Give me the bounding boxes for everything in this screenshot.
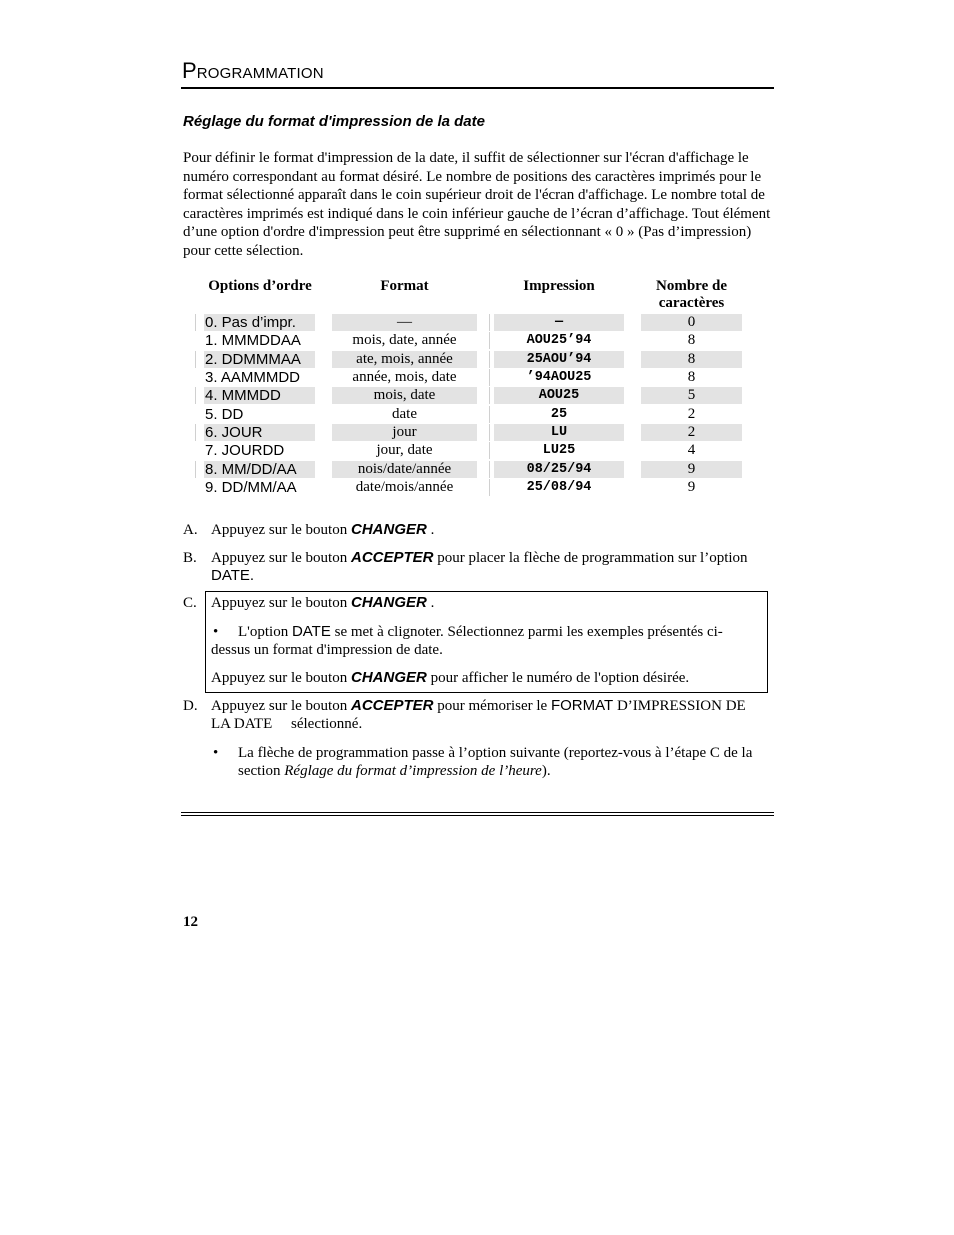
step-c-line3-pre: Appuyez sur le bouton: [211, 670, 351, 686]
step-d-bullet-line2: [238, 762, 778, 780]
cell-impression: 25/08/94: [526, 480, 592, 495]
cell-impression: 25: [550, 407, 568, 422]
accepter-button-label: ACCEPTER: [350, 697, 434, 714]
cell-format: date: [392, 406, 417, 422]
col-header-options: Options d’ordre: [208, 278, 312, 294]
column-divider: [489, 387, 490, 404]
cell-format: —: [332, 314, 477, 331]
cell-option: 2. DDMMMAA: [204, 351, 315, 368]
column-divider: [489, 479, 490, 496]
footer-rule-1: [181, 812, 774, 813]
cell-impression: ’94AOU25: [526, 370, 592, 385]
cell-format: jour, date: [376, 442, 433, 458]
column-divider: [489, 406, 490, 423]
column-divider: [489, 332, 490, 349]
col-header-count: [641, 278, 742, 312]
cell-format: jour: [332, 424, 477, 441]
cell-option: 7. JOURDD: [205, 442, 285, 459]
header-rest: ROGRAMMATION: [196, 65, 324, 82]
row-marker: [195, 387, 196, 404]
column-divider: [489, 442, 490, 459]
cell-count: 0: [641, 314, 742, 331]
cell-impression: —: [494, 314, 624, 331]
step-d-bullet-line2-italic: Réglage du format d’impression de l’heure: [284, 763, 542, 779]
step-b-post: pour placer la flèche de programmation sur l’option: [433, 550, 748, 566]
cell-format: nois/date/année: [332, 461, 477, 478]
col-header-count-line2: caractères: [658, 295, 725, 311]
header-rule: [181, 87, 774, 89]
running-header: [182, 58, 324, 84]
step-d-mid: pour mémoriser le: [433, 698, 551, 714]
step-b-option: DATE.: [211, 567, 255, 584]
cell-impression: 08/25/94: [494, 461, 624, 478]
cell-option: 1. MMMDDAA: [205, 332, 301, 349]
row-marker: [195, 314, 196, 331]
changer-button-label: CHANGER: [350, 594, 427, 611]
row-marker: [195, 351, 196, 368]
cell-impression: AOU25: [494, 387, 624, 404]
step-c-bullet-pre: L'option: [238, 624, 292, 640]
cell-impression: 25AOU’94: [494, 351, 624, 368]
column-divider: [489, 351, 490, 368]
step-a-post: .: [426, 522, 435, 538]
step-b-pre: Appuyez sur le bouton: [211, 550, 351, 566]
cell-format: ate, mois, année: [332, 351, 477, 368]
cell-count: 8: [641, 351, 742, 368]
col-header-impression: Impression: [523, 278, 595, 294]
step-d-post: D’IMPRESSION DE: [613, 698, 746, 714]
row-marker: [195, 424, 196, 441]
step-d-format-word: FORMAT: [550, 697, 614, 714]
col-header-format: Format: [380, 278, 429, 294]
cell-count: 2: [641, 424, 742, 441]
step-d-bullet-line2-pre: section: [238, 763, 285, 779]
step-b-letter: B.: [183, 550, 197, 566]
step-d-line1: [211, 697, 773, 715]
changer-button-label: CHANGER: [350, 669, 427, 686]
step-d-letter: D.: [183, 698, 198, 714]
intro-paragraph: Pour définir le format d'impression de la date, il suffit de sélectionner sur l'écran d'affichage le numéro correspondant au format désiré. Le nombre de positions des caractères imprimés pour le format sélectionné apparaît dans le coin supérieur droit de l'écran d'affichage. Le nombre total de caractères imprimés est indiqué dans le coin inférieur gauche de l’écran d’affichage. Tout élément d’une option d'ordre d'impression peut être supprimé en sélectionnant « 0 » (Pas d’impression) pour cette sélection.: [183, 150, 771, 259]
step-c-bullet-option: DATE: [291, 623, 331, 640]
cell-count: 9: [687, 479, 696, 495]
cell-option: 8. MM/DD/AA: [204, 461, 315, 478]
cell-count: 8: [687, 332, 696, 348]
step-c-line1-post: .: [426, 595, 435, 611]
step-c-line1-pre: Appuyez sur le bouton: [211, 595, 351, 611]
cell-impression: AOU25’94: [526, 333, 592, 348]
step-b-text: [211, 549, 773, 585]
column-divider: [489, 369, 490, 386]
bullet-icon: •: [213, 745, 219, 761]
column-divider: [489, 424, 490, 441]
cell-format: année, mois, date: [352, 369, 457, 385]
step-a-letter: A.: [183, 522, 198, 538]
cell-option: 3. AAMMMDD: [205, 369, 301, 386]
column-divider: [489, 461, 490, 478]
cell-option: 0. Pas d’impr.: [204, 314, 315, 331]
page-number: 12: [183, 914, 198, 930]
cell-count: 2: [687, 406, 696, 422]
row-marker: [195, 461, 196, 478]
step-c-letter: C.: [183, 595, 197, 611]
step-c-bullet-line2: dessus un format d'impression de date.: [211, 642, 443, 658]
step-a-pre: Appuyez sur le bouton: [211, 522, 351, 538]
cell-option: 4. MMMDD: [204, 387, 315, 404]
cell-option: 6. JOUR: [204, 424, 315, 441]
step-c-line1: [211, 594, 773, 612]
accepter-button-label: ACCEPTER: [350, 549, 434, 566]
step-c-bullet-post1: se met à clignoter. Sélectionnez parmi les exemples présentés ci-: [330, 624, 723, 640]
step-c-bullet-line1: [238, 623, 758, 641]
step-c-line3-post: pour afficher le numéro de l'option désirée.: [426, 670, 690, 686]
cell-count: 5: [641, 387, 742, 404]
bullet-icon: •: [213, 624, 219, 640]
cell-count: 8: [687, 369, 696, 385]
cell-format: mois, date, année: [352, 332, 457, 348]
cell-option: 9. DD/MM/AA: [205, 479, 297, 496]
column-divider: [489, 314, 490, 331]
step-d-pre: Appuyez sur le bouton: [211, 698, 351, 714]
cell-format: date/mois/année: [355, 479, 454, 495]
step-c-line3: [211, 669, 773, 687]
step-d-bullet-line1: La flèche de programmation passe à l’option suivante (reportez-vous à l’étape C de la: [238, 745, 753, 761]
cell-impression: LU: [494, 424, 624, 441]
changer-button-label: CHANGER: [350, 521, 427, 538]
col-header-count-line1: Nombre de: [656, 278, 727, 294]
cell-impression: LU25: [542, 443, 576, 458]
cell-count: 4: [687, 442, 696, 458]
step-d-line2: LA DATE sélectionné.: [211, 716, 363, 732]
step-a-text: [211, 521, 773, 539]
header-initial: P: [182, 58, 197, 83]
footer-rule-2: [181, 815, 774, 816]
step-d-bullet-line2-post: ).: [541, 763, 551, 779]
cell-option: 5. DD: [205, 406, 244, 423]
cell-count: 9: [641, 461, 742, 478]
cell-format: mois, date: [332, 387, 477, 404]
section-title: Réglage du format d'impression de la date: [183, 113, 485, 130]
